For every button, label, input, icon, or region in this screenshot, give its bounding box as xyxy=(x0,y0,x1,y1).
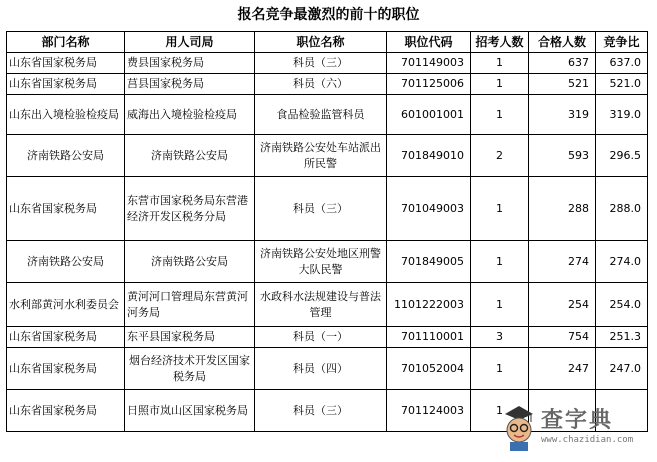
watermark-brand: 查字典 xyxy=(541,408,614,433)
header-bureau: 用人司局 xyxy=(125,32,255,53)
table-title: 报名竞争最激烈的前十的职位 xyxy=(237,7,420,23)
cell-position: 科员（三） xyxy=(255,53,387,74)
cell-ratio: 288.0 xyxy=(596,177,648,241)
cell-hire: 1 xyxy=(471,95,529,135)
cell-code: 701149003 xyxy=(387,53,471,74)
cell-bureau: 日照市岚山区国家税务局 xyxy=(125,390,255,432)
cell-dept: 山东省国家税务局 xyxy=(7,53,125,74)
table-row xyxy=(7,283,648,327)
cell-code: 701110001 xyxy=(387,327,471,348)
header-code: 职位代码 xyxy=(387,32,471,53)
cell-bureau: 费县国家税务局 xyxy=(125,53,255,74)
cell-qualified: 754 xyxy=(529,327,596,348)
cell-dept: 山东省国家税务局 xyxy=(7,74,125,95)
cell-ratio: 521.0 xyxy=(596,74,648,95)
cell-hire: 1 xyxy=(471,177,529,241)
header-position: 职位名称 xyxy=(255,32,387,53)
job-competition-table xyxy=(6,31,648,432)
header-row xyxy=(7,32,648,53)
table-row xyxy=(7,241,648,283)
cell-hire: 1 xyxy=(471,390,529,432)
cell-code: 701049003 xyxy=(387,177,471,241)
cell-bureau: 烟台经济技术开发区国家税务局 xyxy=(125,348,255,390)
cell-position: 济南铁路公安处地区刑警大队民警 xyxy=(255,241,387,283)
cell-qualified: 593 xyxy=(529,135,596,177)
header-hire: 招考人数 xyxy=(471,32,529,53)
cell-dept: 山东省国家税务局 xyxy=(7,327,125,348)
cell-code: 701052004 xyxy=(387,348,471,390)
cell-dept: 济南铁路公安局 xyxy=(7,135,125,177)
cell-position: 科员（四） xyxy=(255,348,387,390)
cell-position: 科员（六） xyxy=(255,74,387,95)
header-dept: 部门名称 xyxy=(7,32,125,53)
cell-position: 科员（三） xyxy=(255,390,387,432)
cell-ratio: 254.0 xyxy=(596,283,648,327)
cell-ratio: 274.0 xyxy=(596,241,648,283)
cell-bureau: 东平县国家税务局 xyxy=(125,327,255,348)
cell-dept: 山东省国家税务局 xyxy=(7,348,125,390)
cell-ratio: 251.3 xyxy=(596,327,648,348)
cell-position: 济南铁路公安处车站派出所民警 xyxy=(255,135,387,177)
cell-hire: 3 xyxy=(471,327,529,348)
cell-qualified: 274 xyxy=(529,241,596,283)
cell-code: 1101222003 xyxy=(387,283,471,327)
cell-qualified: 247 xyxy=(529,348,596,390)
cell-ratio: 319.0 xyxy=(596,95,648,135)
cell-ratio: 247.0 xyxy=(596,348,648,390)
cell-hire: 1 xyxy=(471,283,529,327)
header-qualified: 合格人数 xyxy=(529,32,596,53)
table-row xyxy=(7,74,648,95)
cell-code: 701124003 xyxy=(387,390,471,432)
table-row xyxy=(7,95,648,135)
cell-hire: 2 xyxy=(471,135,529,177)
cell-bureau: 济南铁路公安局 xyxy=(125,135,255,177)
cell-code: 601001001 xyxy=(387,95,471,135)
site-watermark xyxy=(501,398,651,456)
cell-qualified: 319 xyxy=(529,95,596,135)
cell-dept: 山东出入境检验检疫局 xyxy=(7,95,125,135)
cell-bureau: 威海出入境检验检疫局 xyxy=(125,95,255,135)
cell-qualified: 254 xyxy=(529,283,596,327)
cell-bureau: 黄河河口管理局东营黄河河务局 xyxy=(125,283,255,327)
mascot-logo-icon xyxy=(501,402,537,452)
table-row xyxy=(7,53,648,74)
table-row xyxy=(7,327,648,348)
watermark-url: www.chazidian.com xyxy=(541,435,634,445)
cell-bureau: 济南铁路公安局 xyxy=(125,241,255,283)
cell-code: 701849005 xyxy=(387,241,471,283)
cell-ratio: 296.5 xyxy=(596,135,648,177)
header-ratio: 竞争比 xyxy=(596,32,648,53)
cell-position: 食品检验监管科员 xyxy=(255,95,387,135)
cell-position: 水政科水法规建设与普法管理 xyxy=(255,283,387,327)
cell-hire: 1 xyxy=(471,53,529,74)
cell-bureau: 东营市国家税务局东营港经济开发区税务分局 xyxy=(125,177,255,241)
cell-hire: 1 xyxy=(471,241,529,283)
cell-position: 科员（三） xyxy=(255,177,387,241)
cell-hire: 1 xyxy=(471,74,529,95)
table-row xyxy=(7,177,648,241)
cell-qualified: 637 xyxy=(529,53,596,74)
cell-position: 科员（一） xyxy=(255,327,387,348)
cell-dept: 山东省国家税务局 xyxy=(7,177,125,241)
cell-qualified: 288 xyxy=(529,177,596,241)
table-row xyxy=(7,348,648,390)
cell-code: 701125006 xyxy=(387,74,471,95)
cell-bureau: 莒县国家税务局 xyxy=(125,74,255,95)
cell-dept: 水利部黄河水利委员会 xyxy=(7,283,125,327)
cell-code: 701849010 xyxy=(387,135,471,177)
cell-ratio: 637.0 xyxy=(596,53,648,74)
cell-dept: 济南铁路公安局 xyxy=(7,241,125,283)
cell-dept: 山东省国家税务局 xyxy=(7,390,125,432)
table-row xyxy=(7,135,648,177)
cell-hire: 1 xyxy=(471,348,529,390)
cell-qualified: 521 xyxy=(529,74,596,95)
